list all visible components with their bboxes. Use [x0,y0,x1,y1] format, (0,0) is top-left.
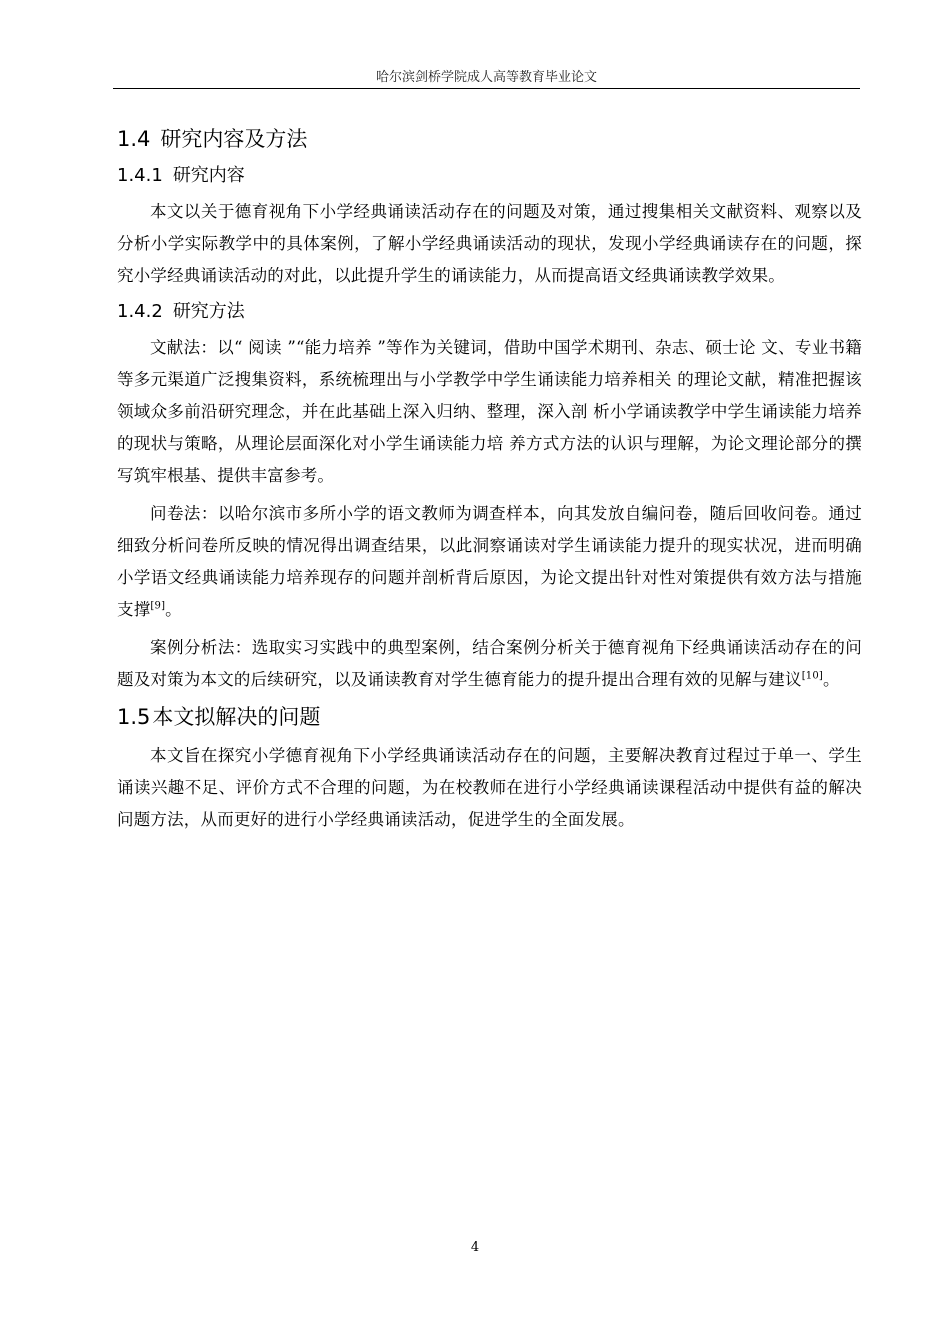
page-number: 4 [470,1240,480,1255]
citation-ref: [9] [150,600,166,612]
paragraph-case-method [117,632,862,696]
subsection-title: 研究方法 [172,301,245,322]
section-heading-1-5 [117,702,862,732]
citation-ref: [10] [801,670,824,682]
paragraph-end: 。 [823,670,840,689]
header-rule [113,88,860,89]
subsection-title: 研究内容 [172,165,245,186]
paragraph-literature-method: 文献法：以“ 阅读 ”“能力培养 ”等作为关键词，借助中国学术期刊、杂志、硕士论 文、专业书籍等多元渠道广泛搜集资料，系统梳理出与小学教学中学生诵读能力培养相关 的理论文献，精准把握该领域众多前沿研究理念，并在此基础上深入归纳、整理，深入剖 析小学诵读教学中学生诵读能力培养的现状与策略，从理论层面深化对小学生诵读能力培 养方式方法的认识与理解，为论文理论部分的撰写筑牢根基、提供丰富参考。 [117,338,862,485]
paragraph-research-content: 本文以关于德育视角下小学经典诵读活动存在的问题及对策，通过搜集相关文献资料、观察以及分析小学实际教学中的具体案例，了解小学经典诵读活动的现状，发现小学经典诵读存在的问题，探究小学经典诵读活动的对此，以此提升学生的诵读能力，从而提高语文经典诵读教学效果。 [117,202,862,285]
paragraph-text: 问卷法：以哈尔滨市多所小学的语文教师为调查样本，向其发放自编问卷，随后回收问卷。通过细致分析问卷所反映的情况得出调查结果，以此洞察诵读对学生诵读能力提升的现实状况，进而明确小学语文经典诵读能力培养现存的问题并剖析背后原因，为论文提出针对性对策提供有效方法与措施支撑 [117,504,862,619]
section-number: 1.5 [117,705,151,729]
subsection-heading-1-4-2 [117,298,862,326]
paragraph-text: 案例分析法：选取实习实践中的典型案例，结合案例分析关于德育视角下经典诵读活动存在的问题及对策为本文的后续研究，以及诵读教育对学生德育能力的提升提出合理有效的见解与建议 [117,638,862,689]
subsection-number: 1.4.1 [117,165,163,186]
page-content [117,118,862,842]
paragraph-end: 。 [165,600,182,619]
section-title: 研究内容及方法 [160,127,308,151]
subsection-heading-1-4-1 [117,162,862,190]
paragraph-problems: 本文旨在探究小学德育视角下小学经典诵读活动存在的问题，主要解决教育过程过于单一、学生诵读兴趣不足、评价方式不合理的问题，为在校教师在进行小学经典诵读课程活动中提供有益的解决问题方法，从而更好的进行小学经典诵读活动，促进学生的全面发展。 [117,746,862,829]
section-title: 本文拟解决的问题 [152,705,321,729]
subsection-number: 1.4.2 [117,301,163,322]
section-number: 1.4 [117,127,151,151]
section-heading-1-4 [117,124,862,154]
running-header: 哈尔滨剑桥学院成人高等教育毕业论文 [375,70,597,85]
paragraph-questionnaire-method [117,498,862,626]
